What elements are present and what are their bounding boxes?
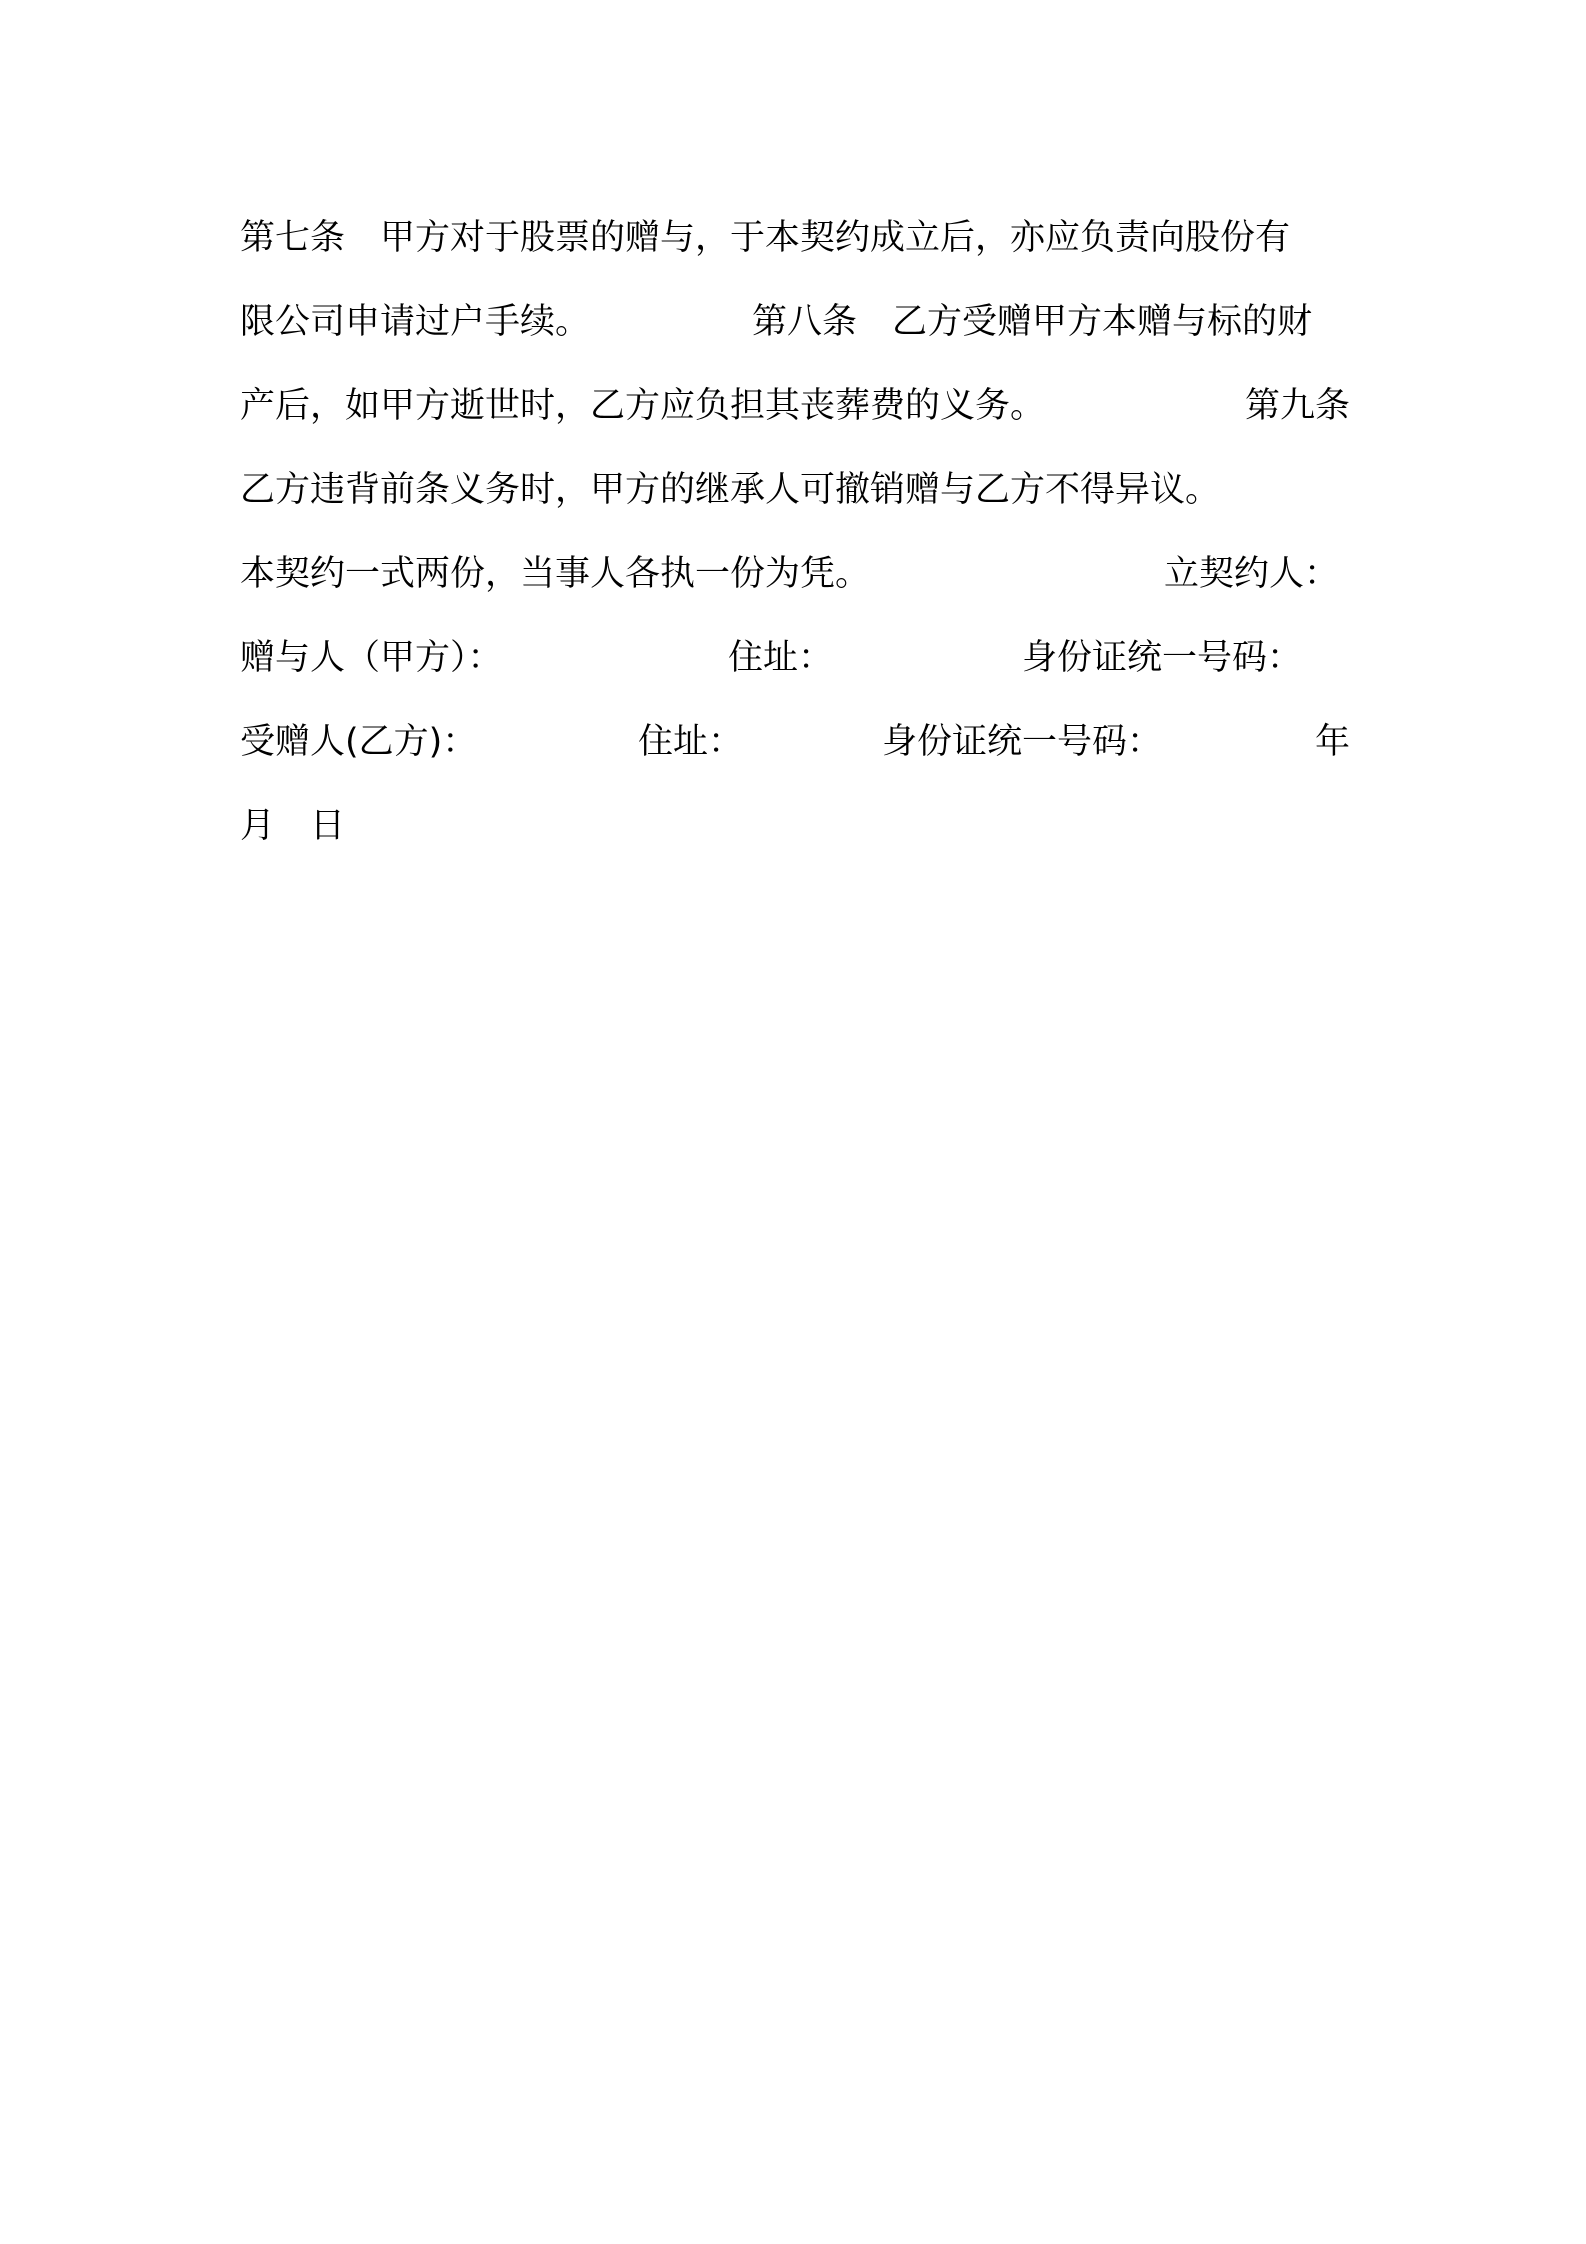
- text-line-3: [240, 364, 1350, 448]
- donee-label: 受赠人(乙方)：: [240, 722, 478, 762]
- text-line-5: [240, 532, 1350, 616]
- article-9-heading: 第九条: [1244, 386, 1350, 426]
- text-line-4: [240, 448, 1350, 532]
- donee-id-label: 身份证统一号码：: [882, 722, 1163, 762]
- text-line-7: [240, 700, 1350, 784]
- donee-address-label: 住址：: [638, 722, 744, 762]
- date-month-day-label: 月 日: [240, 806, 346, 846]
- article-7-text: 第七条 甲方对于股票的赠与，于本契约成立后，亦应负责向股份有: [240, 218, 1291, 258]
- copies-clause: 本契约一式两份，当事人各执一份为凭。: [240, 554, 871, 594]
- document-body: [240, 196, 1350, 868]
- donor-id-label: 身份证统一号码：: [1022, 638, 1303, 678]
- text-line-8: [240, 784, 1350, 868]
- article-8-continuation: 产后，如甲方逝世时，乙方应负担其丧葬费的义务。: [240, 386, 1046, 426]
- article-9-text: 乙方违背前条义务时，甲方的继承人可撤销赠与乙方不得异议。: [240, 470, 1221, 510]
- text-line-2: [240, 280, 1350, 364]
- signatories-label: 立契约人：: [1164, 554, 1340, 594]
- text-line-6: [240, 616, 1350, 700]
- text-line-1: [240, 196, 1350, 280]
- donor-address-label: 住址：: [728, 638, 834, 678]
- article-7-continuation: 限公司申请过户手续。: [240, 302, 591, 342]
- date-year-label: 年: [1314, 722, 1350, 762]
- article-8-text: 第八条 乙方受赠甲方本赠与标的财: [752, 302, 1313, 342]
- donor-label: 赠与人（甲方）：: [240, 638, 503, 678]
